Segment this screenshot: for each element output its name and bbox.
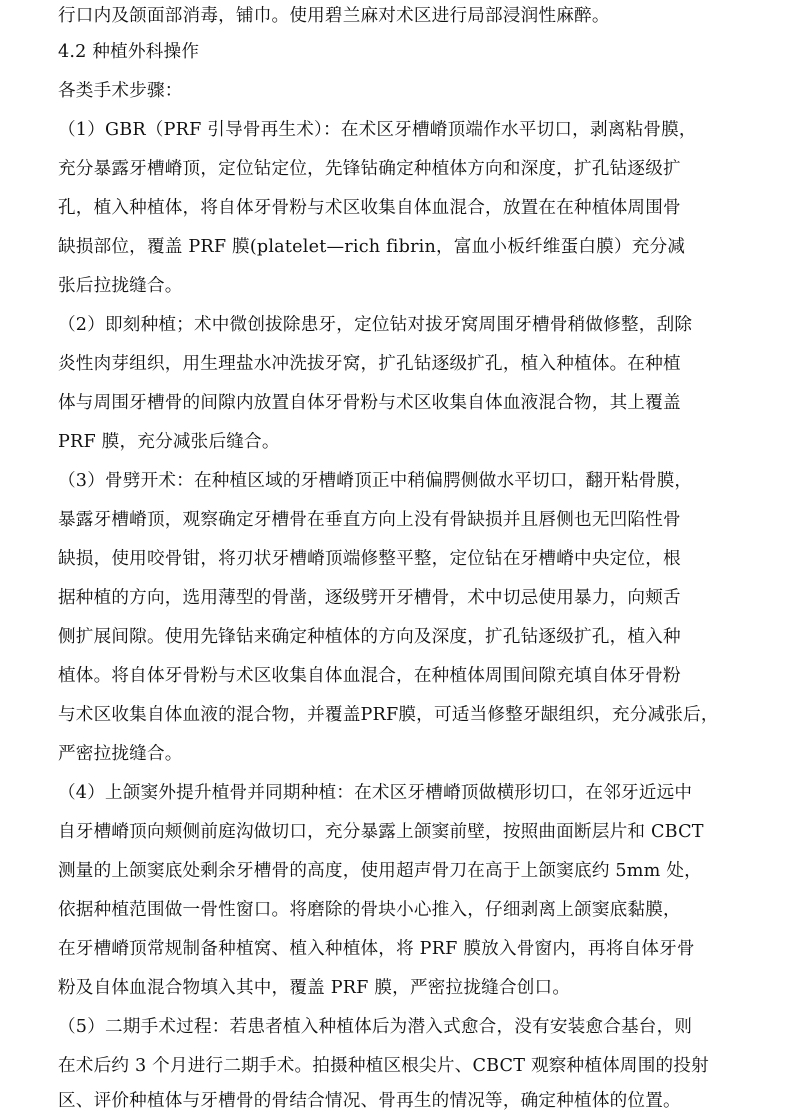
text-line: 与术区收集自体血液的混合物，并覆盖PRF膜，可适当修整牙龈组织，充分减张后， [58,705,719,725]
text-line: （2）即刻种植；术中微创拔除患牙，定位钻对拔牙窝周围牙槽骨稍做修整，刮除 [58,315,693,335]
text-line: 严密拉拢缝合。 [58,744,183,764]
text-line: 各类手术步骤： [58,81,183,101]
text-line: 充分暴露牙槽嵴顶，定位钻定位，先锋钻确定种植体方向和深度，扩孔钻逐级扩 [58,159,681,179]
text-line: （4）上颌窦外提升植骨并同期种植：在术区牙槽嵴顶做横形切口，在邻牙近远中 [58,783,693,803]
text-line: （1）GBR（PRF 引导骨再生术）：在术区牙槽嵴顶端作水平切口，剥离粘骨膜， [58,120,697,140]
text-line: PRF 膜，充分减张后缝合。 [58,432,280,452]
text-line: 据种植的方向，选用薄型的骨凿，逐级劈开牙槽骨，术中切忌使用暴力，向颊舌 [58,588,681,608]
text-line: 测量的上颌窦底处剩余牙槽骨的高度，使用超声骨刀在高于上颌窦底约 5mm 处， [58,861,702,881]
section-heading: 4.2 种植外科操作 [58,42,200,62]
text-line: 缺损部位，覆盖 PRF 膜(platelet—rich fibrin，富血小板纤维蛋白膜）充分减 [58,237,686,257]
text-line: 炎性肉芽组织，用生理盐水冲洗拔牙窝，扩孔钻逐级扩孔，植入种植体。在种植 [58,354,681,374]
text-line: 体与周围牙槽骨的间隙内放置自体牙骨粉与术区收集自体血液混合物，其上覆盖 [58,393,681,413]
text-line: （3）骨劈开术：在种植区域的牙槽嵴顶正中稍偏腭侧做水平切口，翻开粘骨膜， [58,471,693,491]
text-line: 植体。将自体牙骨粉与术区收集自体血混合，在种植体周围间隙充填自体牙骨粉 [58,666,681,686]
text-line: 行口内及颌面部消毒，铺巾。使用碧兰麻对术区进行局部浸润性麻醉。 [58,6,610,26]
text-line: 依据种植范围做一骨性窗口。将磨除的骨块小心推入，仔细剥离上颌窦底黏膜， [58,900,681,920]
text-line: 张后拉拢缝合。 [58,276,183,296]
text-line: 孔，植入种植体，将自体牙骨粉与术区收集自体血混合，放置在在种植体周围骨 [58,198,681,218]
text-line: 侧扩展间隙。使用先锋钻来确定种植体的方向及深度，扩孔钻逐级扩孔，植入种 [58,627,681,647]
text-line: 粉及自体血混合物填入其中，覆盖 PRF 膜，严密拉拢缝合创口。 [58,978,571,998]
text-line: 缺损，使用咬骨钳，将刃状牙槽嵴顶端修整平整，定位钻在牙槽嵴中央定位，根 [58,549,681,569]
text-line: 自牙槽嵴顶向颊侧前庭沟做切口，充分暴露上颌窦前壁，按照曲面断层片和 CBCT [58,822,704,842]
text-line: 区、评价种植体与牙槽骨的骨结合情况、骨再生的情况等，确定种植体的位置。 [58,1091,681,1111]
text-line: 在牙槽嵴顶常规制备种植窝、植入种植体，将 PRF 膜放入骨窗内，再将自体牙骨 [58,939,695,959]
text-line: 暴露牙槽嵴顶，观察确定牙槽骨在垂直方向上没有骨缺损并且唇侧也无凹陷性骨 [58,510,681,530]
text-line: （5）二期手术过程：若患者植入种植体后为潜入式愈合，没有安装愈合基台，则 [58,1017,693,1037]
text-line: 在术后约 3 个月进行二期手术。拍摄种植区根尖片、CBCT 观察种植体周围的投射 [58,1056,709,1076]
